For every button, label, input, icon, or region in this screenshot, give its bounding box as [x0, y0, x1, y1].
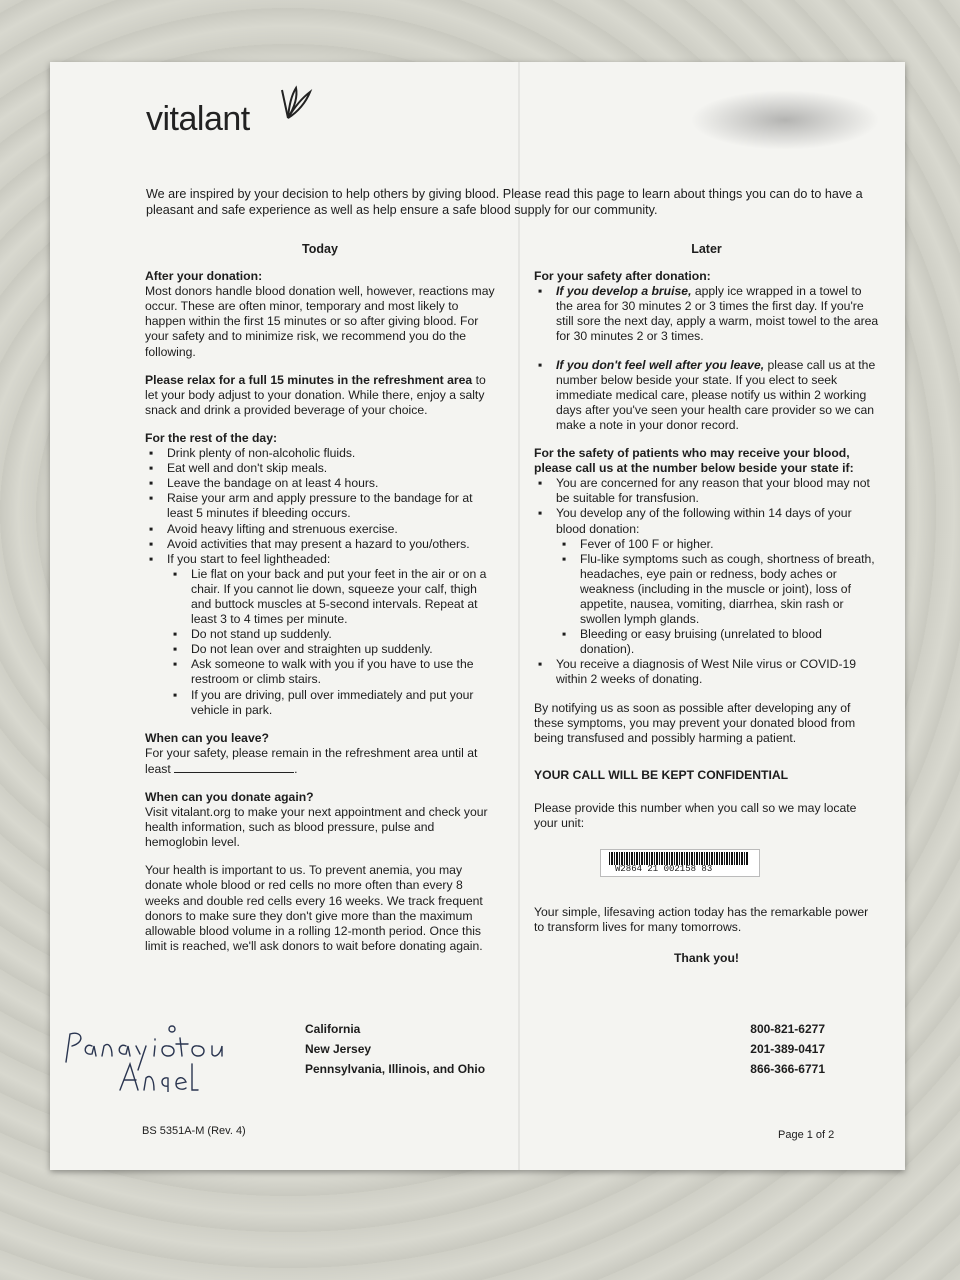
contact-row: [305, 1042, 825, 1062]
when-leave-text: For your safety, please remain in the refreshment area until at least: [145, 745, 478, 776]
list-item: ▪ Do not lean over and straighten up suddenly.: [191, 642, 495, 657]
contact-row: [305, 1022, 825, 1042]
later-column: [534, 242, 879, 966]
contact-state: California: [305, 1022, 361, 1036]
contact-row: [305, 1062, 825, 1082]
contact-phone: 866-366-6771: [750, 1062, 825, 1076]
list-item: ▪ Fever of 100 F or higher.: [580, 537, 879, 552]
confidential-notice: YOUR CALL WILL BE KEPT CONFIDENTIAL: [534, 767, 789, 782]
closing-text: Your simple, lifesaving action today has the remarkable power to transform lives for many tomorrows.: [534, 905, 869, 935]
develop-label: You develop any of the following within 14 days of your blood donation:: [556, 506, 852, 536]
provide-number-text: Please provide this number when you call so we may locate your unit:: [534, 800, 857, 830]
donate-again-title: When can you donate again?: [145, 790, 314, 804]
bruise-bold: If you develop a bruise,: [556, 284, 692, 299]
list-item: ▪ Leave the bandage on at least 4 hours.: [167, 476, 495, 491]
after-donation-text: Most donors handle blood donation well, however, reactions may occur. These are often minor, temporary and most likely to happen within the first 15 minutes or so after giving blood. For your safety and to minimize risk, we recommend you do the following.: [145, 284, 495, 359]
relax-paragraph: [145, 373, 495, 418]
list-item: ▪ Eat well and don't skip meals.: [167, 461, 495, 476]
list-item: ▪ Flu-like symptoms such as cough, shortness of breath, headaches, eye pain or redness, body aches or weakness (including in the muscle or joint), loss of appetite, nausea, vomiting, diarrhea, skin rash or swollen lymph glands.: [580, 552, 879, 627]
list-item: [556, 284, 879, 344]
list-item: [556, 358, 879, 433]
list-item: ▪ Bleeding or easy bruising (unrelated to blood donation).: [580, 627, 879, 657]
leaf-logo-icon: [278, 84, 314, 124]
today-heading: Today: [302, 242, 338, 256]
vitalant-logo-text: vitalant: [146, 100, 250, 138]
donation-info-sheet: [50, 62, 905, 1170]
list-item: ▪ Avoid activities that may present a hazard to you/others.: [167, 537, 495, 552]
symptoms-list: [556, 537, 879, 658]
list-item: ▪ Drink plenty of non-alcoholic fluids.: [167, 446, 495, 461]
lightheaded-list: [167, 567, 495, 718]
leave-time-blank: [174, 761, 294, 773]
safety-list: [534, 284, 879, 433]
list-item: [167, 552, 495, 718]
list-item: ▪ Avoid heavy lifting and strenuous exercise.: [167, 522, 495, 537]
paper-fold: [518, 62, 520, 1170]
rest-of-day-list: [145, 446, 495, 718]
today-column: [145, 242, 495, 967]
donate-again-text: Visit vitalant.org to make your next appointment and check your health information, such as blood pressure, pulse and hemoglobin level.: [145, 805, 488, 850]
list-item: ▪ You are concerned for any reason that your blood may not be suitable for transfusion.: [556, 476, 879, 506]
form-id: BS 5351A-M (Rev. 4): [142, 1125, 246, 1137]
barcode-number: W2864 21 002158 83: [615, 864, 713, 875]
handwritten-name-signature: [60, 1012, 290, 1092]
contact-state: Pennsylvania, Illinois, and Ohio: [305, 1062, 486, 1076]
patients-list: [534, 476, 879, 687]
list-item: ▪ You receive a diagnosis of West Nile virus or COVID-19 within 2 weeks of donating.: [556, 657, 879, 687]
later-heading: Later: [691, 242, 722, 256]
after-donation-title: After your donation:: [145, 269, 263, 284]
intro-paragraph: We are inspired by your decision to help others by giving blood. Please read this page to learn about things you can do to have a pleasant and safe experience as well as help ensure a safe blood supply for our community.: [146, 187, 863, 217]
contact-state: New Jersey: [305, 1042, 372, 1056]
safety-title: For your safety after donation:: [534, 269, 711, 284]
unwell-text: please call us at the number below beside your state. If you elect to seek immediate medical care, please notify us within 2 working days after you've seen your health care provider so we can make a note in your donor record.: [556, 357, 876, 432]
unit-barcode-label: [600, 849, 760, 877]
rest-of-day-title: For the rest of the day:: [145, 430, 278, 445]
list-item: ▪ Do not stand up suddenly.: [191, 627, 495, 642]
thank-you: Thank you!: [673, 951, 739, 966]
list-item: [556, 506, 879, 657]
unwell-bold: If you don't feel well after you leave,: [556, 357, 765, 372]
bruise-text: apply ice wrapped in a towel to the area for 30 minutes 2 or 3 times the first day. If you're still sore the next day, apply a warm, moist towel to the area for 30 minutes 2 or 3 times.: [556, 284, 879, 344]
page-number: Page 1 of 2: [778, 1129, 835, 1141]
lightheaded-label: If you start to feel lightheaded:: [167, 551, 331, 566]
health-paragraph: Your health is important to us. To prevent anemia, you may donate whole blood or red cells no more often than every 8 weeks and double red cells every 16 weeks. We track frequent donors to make sure they don't give more than the maximum allowable blood volume in a rolling 12-month period. Once this limit is reached, we'll ask donors to wait before donating again.: [145, 863, 483, 953]
list-item: ▪ If you are driving, pull over immediately and put your vehicle in park.: [191, 688, 495, 718]
list-item: ▪ Ask someone to walk with you if you have to use the restroom or climb stairs.: [191, 657, 495, 687]
patients-title: For the safety of patients who may receive your blood, please call us at the number below beside your state if:: [534, 446, 854, 476]
ink-smudge: [690, 90, 880, 150]
relax-bold: Please relax for a full 15 minutes in the refreshment area: [145, 372, 473, 387]
contact-phone: 800-821-6277: [750, 1022, 825, 1036]
list-item: ▪ Raise your arm and apply pressure to the bandage for at least 5 minutes if bleeding occurs.: [167, 491, 495, 521]
contact-phone: 201-389-0417: [750, 1042, 825, 1056]
contact-table: [305, 1022, 825, 1082]
when-leave-paragraph: For your safety, please remain in the refreshment area until at least .: [145, 745, 478, 776]
notify-paragraph: By notifying us as soon as possible after developing any of these symptoms, you may prevent your donated blood from being transfused and possibly harming a patient.: [534, 700, 856, 745]
relax-text: to let your body adjust to your donation. While there, enjoy a salty snack and drink a provided beverage of your choice.: [145, 372, 486, 417]
list-item: ▪ Lie flat on your back and put your feet in the air or on a chair. If you cannot lie down, squeeze your calf, thigh and buttock muscles at 5-second intervals. Repeat at least 3 to 4 times per minute.: [191, 567, 495, 627]
when-leave-title: When can you leave?: [145, 730, 269, 745]
